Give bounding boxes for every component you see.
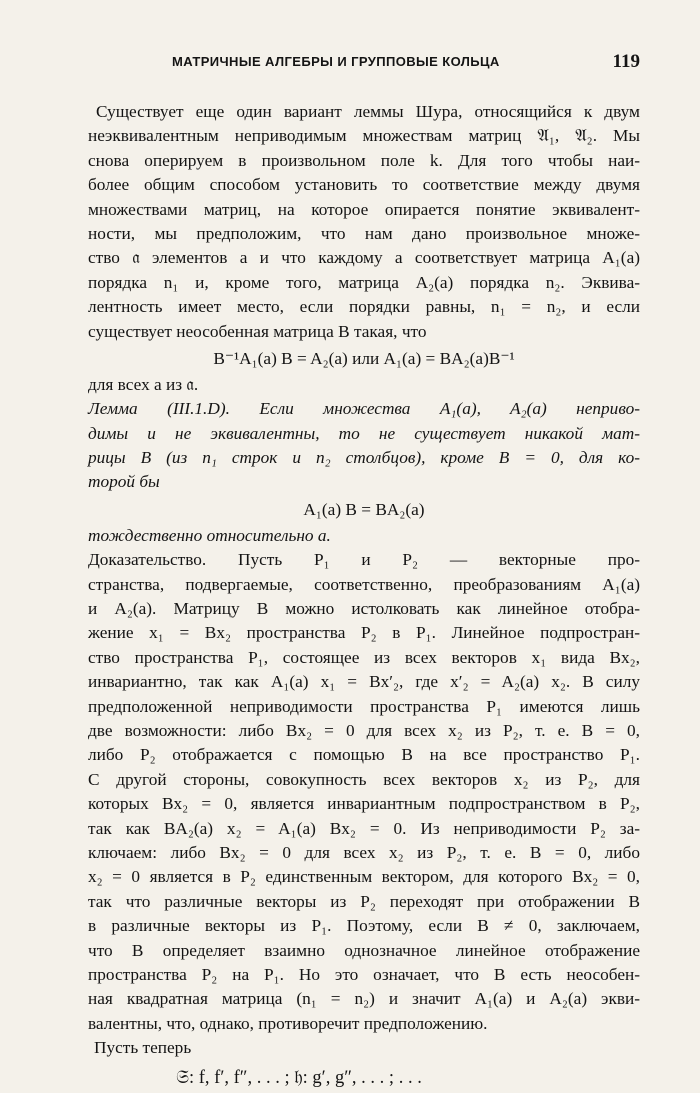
text-line: более общим способом установить то соответствие между двумя [88, 175, 640, 195]
proof-line: в различные векторы из P₁. Поэтому, если B ≠ 0, заключаем, [88, 916, 640, 936]
text-line: снова оперируем в произвольном поле k. Для того чтобы наи- [88, 150, 640, 170]
proof-line: и A₂(a). Матрицу B можно истолковать как линейное отобра- [88, 599, 640, 619]
text-line: ство 𝔞 элементов a и что каждому a соответствует матрица A₁(a) [88, 248, 640, 268]
page-header [88, 48, 640, 78]
proof-line: так как BA₂(a) x₂ = A₁(a) Bx₂ = 0. Из неприводимости P₂ за- [88, 818, 640, 838]
running-head: МАТРИЧНЫЕ АЛГЕБРЫ И ГРУППОВЫЕ КОЛЬЦА [172, 54, 500, 69]
proof-line: странства, подвергаемые, соответственно, преобразованиям A₁(a) [88, 574, 640, 594]
lemma-line: рицы B (из n₁ строк и n₂ столбцов), кроме B = 0, для ко- [88, 448, 640, 468]
text-line: лентность имеет место, если порядки равны, n₁ = n₂, и если [88, 297, 640, 317]
proof-line: так что различные векторы из P₂ переходят при отображении B [88, 891, 640, 911]
closing-line: Пусть теперь [94, 1038, 192, 1058]
formula-sets: 𝔖: f, f′, f″, . . . ; 𝔥: g′, g″, . . . ; . . . [176, 1068, 422, 1089]
lemma-line: Лемма (III.1.D). Если множества A₁(a), A₂(a) неприво- [88, 399, 640, 419]
text-line: для всех a из 𝔞. [88, 374, 199, 394]
proof-line: что B определяет взаимно однозначное линейное отображение [88, 940, 640, 960]
proof-line: две возможности: либо Bx₂ = 0 для всех x₂ из P₂, т. е. B = 0, [88, 720, 640, 740]
lemma-line: торой бы [88, 472, 160, 492]
formula-lemma: A₁(a) B = BA₂(a) [303, 499, 425, 519]
text-line: ности, мы предположим, что нам дано произвольное множе- [88, 223, 640, 243]
proof-line: ключаем: либо Bx₂ = 0 для всех x₂ из P₂, т. е. B = 0, либо [88, 842, 640, 862]
lemma-end: тождественно относительно a. [88, 525, 331, 545]
text-line: множествами матриц, на которое опирается понятие эквивалент- [88, 199, 640, 219]
proof-line: Доказательство. Пусть P₁ и P₂ — векторные про- [88, 550, 640, 570]
page-number: 119 [612, 51, 640, 72]
proof-line: предположенной неприводимости пространства P₁ имеются лишь [88, 696, 640, 716]
proof-line: x₂ = 0 является в P₂ единственным вектором, для которого Bx₂ = 0, [88, 867, 640, 887]
proof-line: С другой стороны, совокупность всех векторов x₂ из P₂, для [88, 769, 640, 789]
text-line: порядка n₁ и, кроме того, матрица A₂(a) порядка n₂. Эквива- [88, 272, 640, 292]
proof-line: ная квадратная матрица (n₁ = n₂) и значит A₁(a) и A₂(a) экви- [88, 989, 640, 1009]
formula-equivalence: B⁻¹A₁(a) B = A₂(a) или A₁(a) = BA₂(a)B⁻¹ [213, 348, 515, 368]
text-line: существует неособенная матрица B такая, что [88, 321, 427, 341]
proof-line: валентны, что, однако, противоречит предположению. [88, 1013, 488, 1033]
proof-line: ство пространства P₁, состоящее из всех векторов x₁ вида Bx₂, [88, 647, 640, 667]
proof-line: либо P₂ отображается с помощью B на все пространство P₁. [88, 745, 640, 765]
proof-line: жение x₁ = Bx₂ пространства P₂ в P₁. Линейное подпростран- [88, 623, 640, 643]
lemma-line: димы и не эквивалентны, то не существует никакой мат- [88, 423, 640, 443]
text-line: неэквивалентным неприводимым множествам матриц 𝔄₁, 𝔄₂. Мы [88, 126, 640, 146]
proof-line: инвариантно, так как A₁(a) x₁ = Bx′₂, где x′₂ = A₂(a) x₂. В силу [88, 672, 640, 692]
proof-line: пространства P₂ на P₁. Но это означает, что B есть неособен- [88, 964, 640, 984]
text-line: Существует еще один вариант леммы Шура, относящийся к двум [96, 102, 640, 121]
body-text [88, 100, 640, 1093]
proof-line: которых Bx₂ = 0, является инвариантным подпространством в P₂, [88, 794, 640, 814]
page [88, 48, 640, 1093]
